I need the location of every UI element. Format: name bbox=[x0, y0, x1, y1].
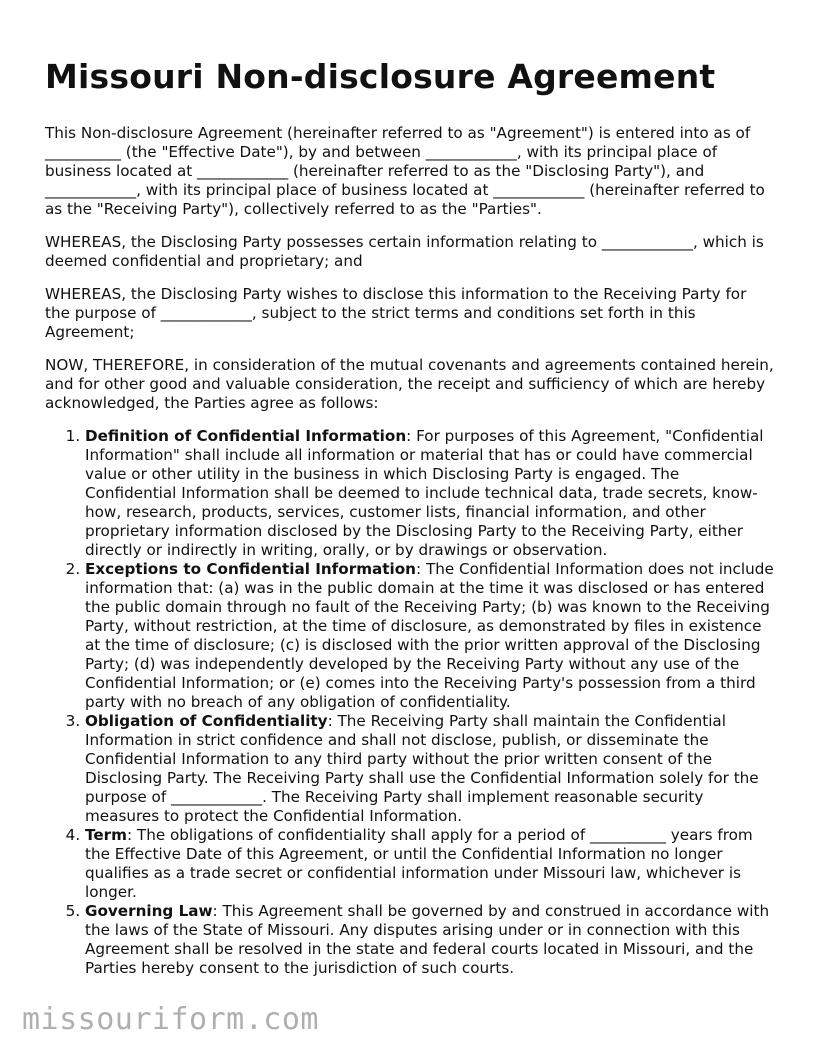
intro-paragraph: This Non-disclosure Agreement (hereinafter referred to as "Agreement") is entered into as of __________ (the "Effective Date"), by and between ____________, with its principal place of business located at ____________ (hereinafter referred to as the "Disclosing Party"), and ____________, with its principal place of business located at ____________ (hereinafter referred to as the "Receiving Party"), collectively referred to as the "Parties". bbox=[45, 124, 765, 218]
clause-heading: Governing Law bbox=[85, 902, 213, 920]
whereas-paragraph-2: WHEREAS, the Disclosing Party wishes to disclose this information to the Receiving Party for the purpose of ____________, subject to the strict terms and conditions set forth in this Agreement; bbox=[45, 285, 747, 341]
whereas-paragraph-1: WHEREAS, the Disclosing Party possesses certain information relating to ____________, which is deemed confidential and proprietary; and bbox=[45, 233, 764, 270]
clause-text: : For purposes of this Agreement, "Confidential Information" shall include all information or material that has or could have commercial value or other utility in the business in which Disclosing Party is engaged. The Confidential Information shall be deemed to include technical data, trade secrets, know-how, research, products, services, customer lists, financial information, and other proprietary information disclosed by the Disclosing Party to the Receiving Party, either directly or indirectly in writing, orally, or by drawings or observation. bbox=[85, 427, 764, 559]
now-therefore-paragraph: NOW, THEREFORE, in consideration of the mutual covenants and agreements contained herein, and for other good and valuable consideration, the receipt and sufficiency of which are hereby acknowledged, the Parties agree as follows: bbox=[45, 356, 774, 412]
clause-heading: Term bbox=[85, 826, 127, 844]
clause-item bbox=[85, 712, 775, 826]
clause-heading: Definition of Confidential Information bbox=[85, 427, 407, 445]
clause-item bbox=[85, 427, 775, 560]
clause-heading: Exceptions to Confidential Information bbox=[85, 560, 416, 578]
clause-list bbox=[45, 427, 775, 978]
clause-text: : This Agreement shall be governed by and construed in accordance with the laws of the State of Missouri. Any disputes arising under or in connection with this Agreement shall be resolved in the state and federal courts located in Missouri, and the Parties hereby consent to the jurisdiction of such courts. bbox=[85, 902, 770, 977]
clause-heading: Obligation of Confidentiality bbox=[85, 712, 328, 730]
site-watermark: missouriform.com bbox=[22, 1002, 319, 1037]
clause-text: : The obligations of confidentiality shall apply for a period of __________ years from the Effective Date of this Agreement, or until the Confidential Information no longer qualifies as a trade secret or confidential information under Missouri law, whichever is longer. bbox=[85, 826, 753, 901]
clause-text: : The Receiving Party shall maintain the Confidential Information in strict confidence and shall not disclose, publish, or disseminate the Confidential Information to any third party without the prior written consent of the Disclosing Party. The Receiving Party shall use the Confidential Information solely for the purpose of ____________. The Receiving Party shall implement reasonable security measures to protect the Confidential Information. bbox=[85, 712, 759, 825]
clause-item bbox=[85, 902, 775, 978]
clause-text: : The Confidential Information does not include information that: (a) was in the public domain at the time it was disclosed or has entered the public domain through no fault of the Receiving Party; (b) was known to the Receiving Party, without restriction, at the time of disclosure, as demonstrated by files in existence at the time of disclosure; (c) is disclosed with the prior written approval of the Disclosing Party; (d) was independently developed by the Receiving Party without any use of the Confidential Information; or (e) comes into the Receiving Party's possession from a third party with no breach of any obligation of confidentiality. bbox=[85, 560, 774, 711]
clause-item bbox=[85, 560, 775, 712]
document-page bbox=[45, 54, 775, 978]
document-title: Missouri Non-disclosure Agreement bbox=[45, 57, 716, 96]
clause-item bbox=[85, 826, 775, 902]
